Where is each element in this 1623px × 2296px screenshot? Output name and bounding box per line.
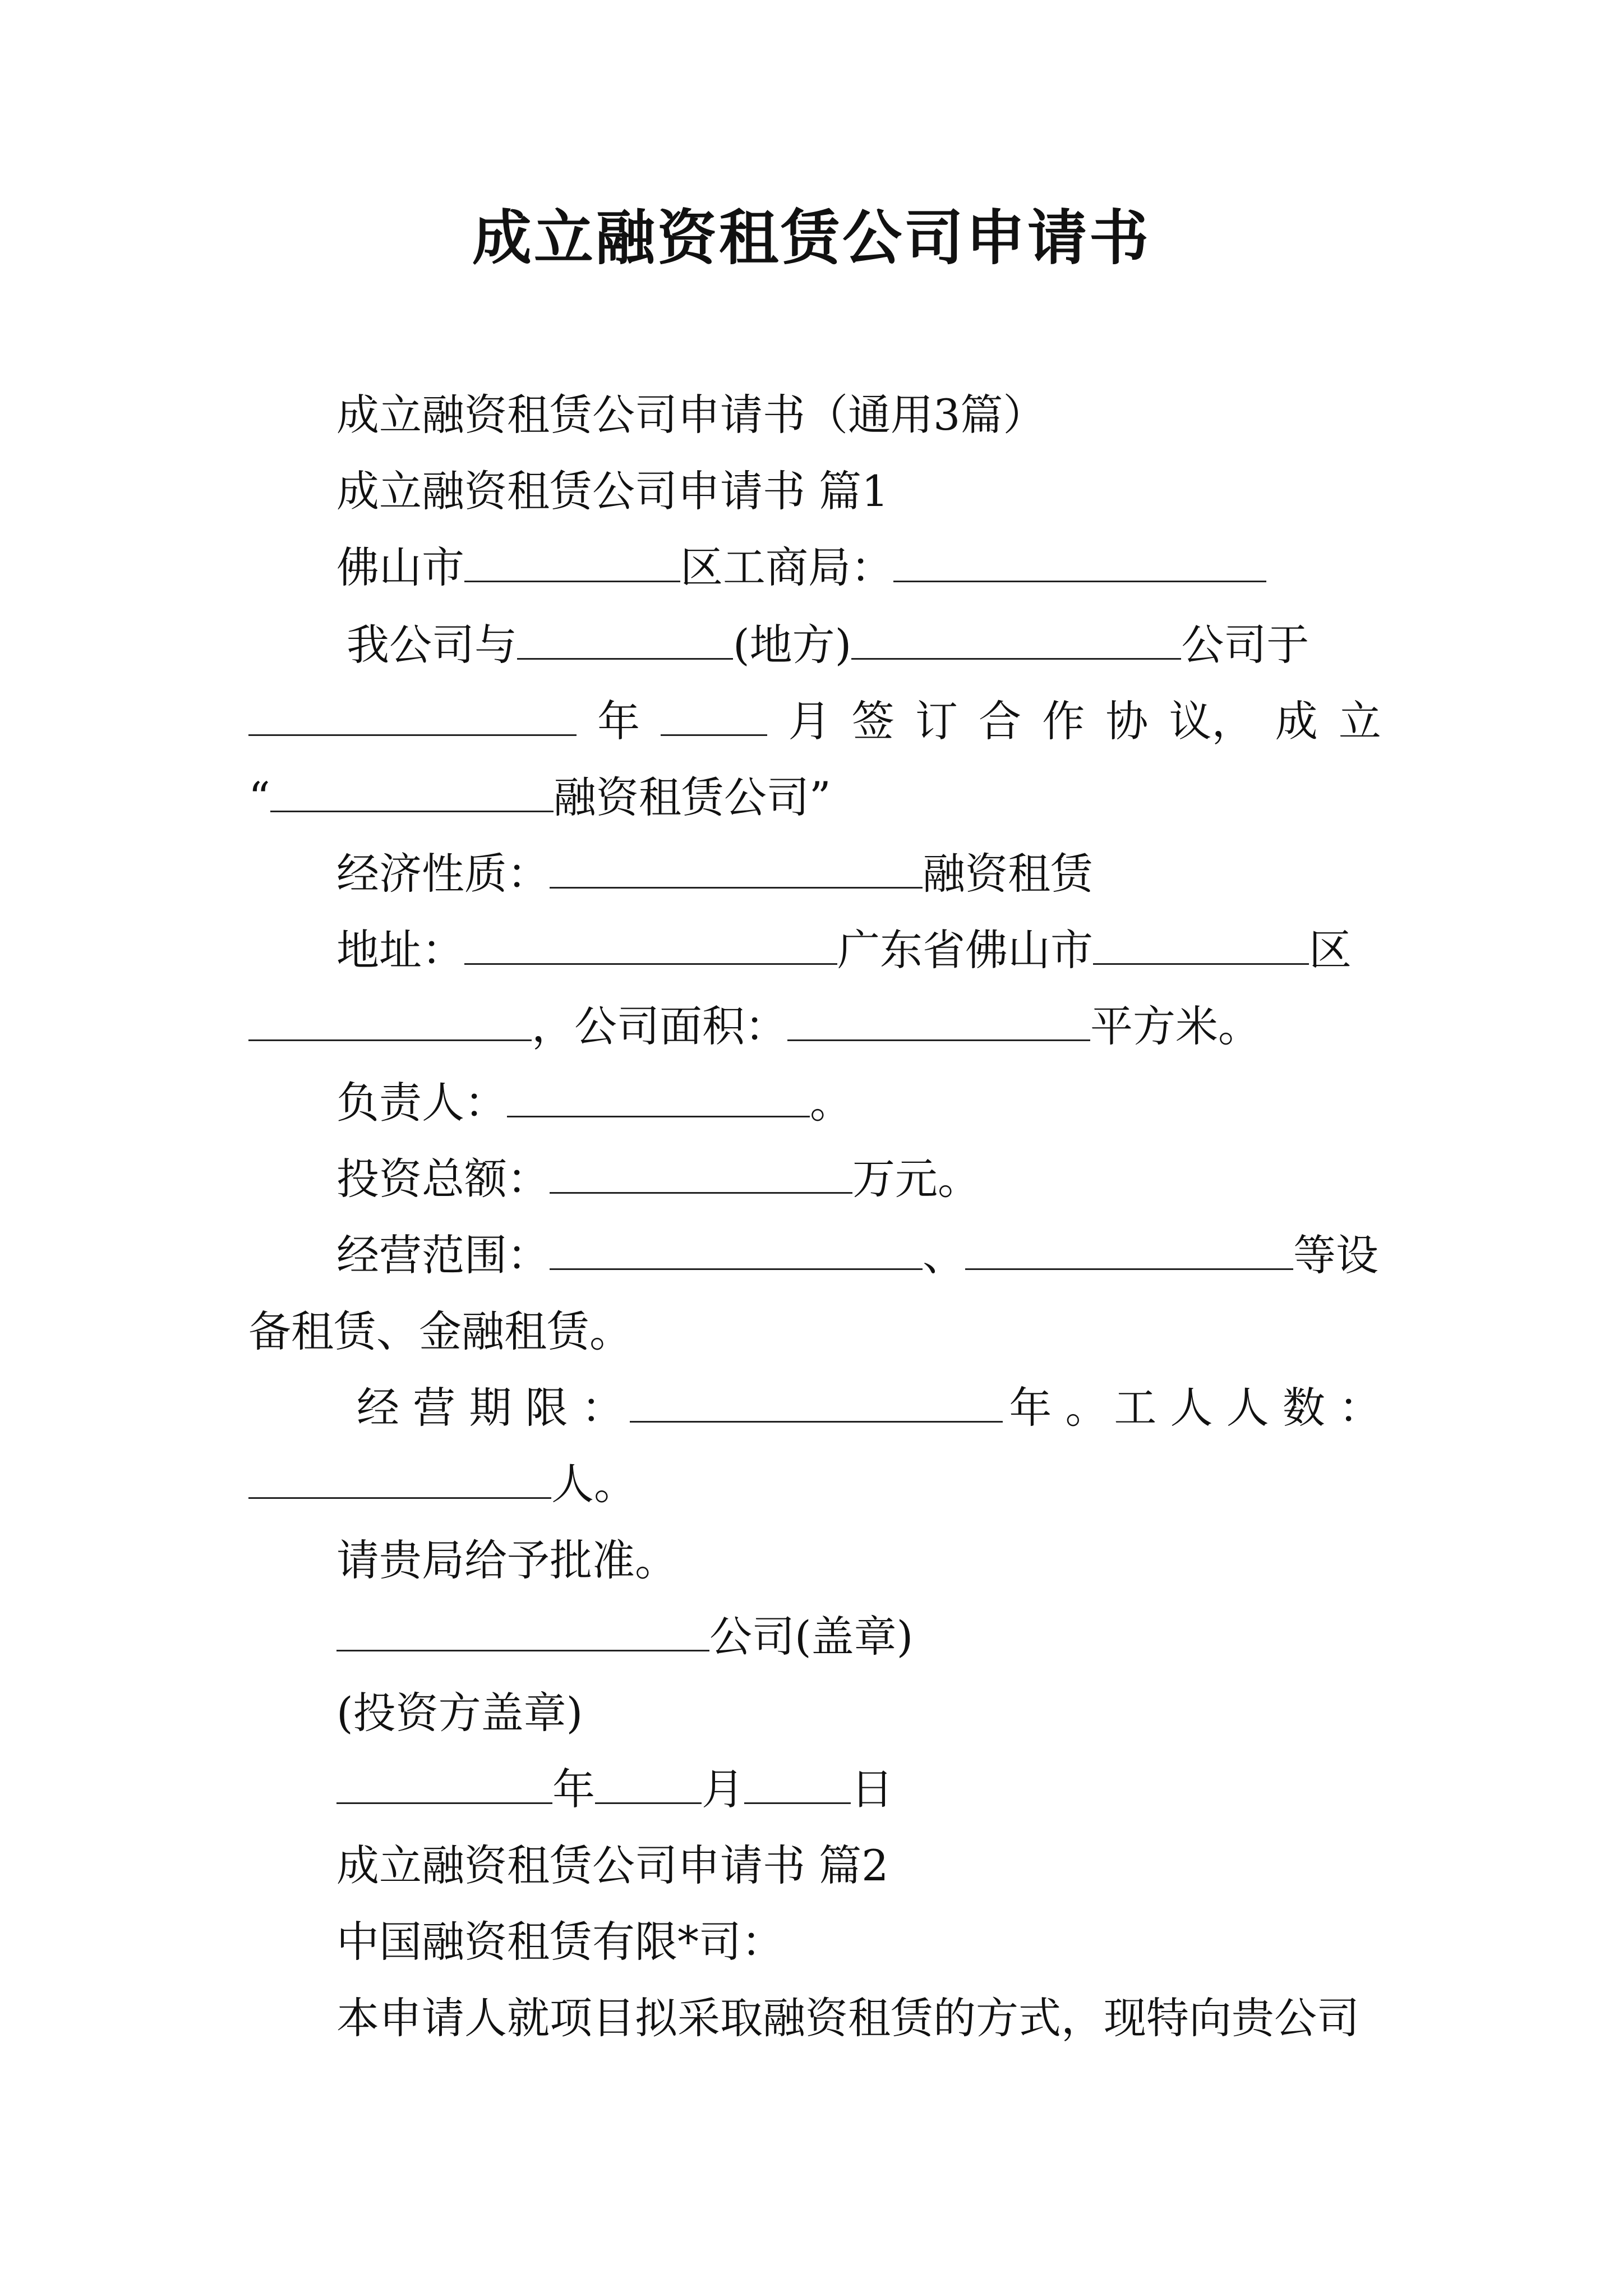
piece2-heading: 成立融资租赁公司申请书 篇2 <box>336 1841 889 1890</box>
economic-nature-blank[interactable] <box>550 848 923 889</box>
agreement-line-1 <box>347 617 1309 673</box>
economic-nature-value: 融资租赁 <box>923 849 1093 899</box>
economic-nature-line <box>336 846 1093 902</box>
agreement-line-2 <box>248 693 1381 749</box>
signed-char: 合 <box>979 696 1022 746</box>
year-label: 年 <box>597 696 640 746</box>
scope-blank-1[interactable] <box>550 1229 923 1270</box>
address-district-blank[interactable] <box>1093 924 1309 965</box>
date-day-blank[interactable] <box>744 1763 851 1804</box>
address-line-2 <box>248 999 1261 1055</box>
addressee-line <box>336 540 1266 596</box>
investor-seal-line: (投资方盖章) <box>336 1688 583 1738</box>
piece1-heading: 成立融资租赁公司申请书 篇1 <box>336 466 889 516</box>
street-blank[interactable] <box>248 1000 532 1041</box>
investment-blank[interactable] <box>550 1153 852 1194</box>
investment-label: 投资总额： <box>336 1154 550 1204</box>
business-scope-line-2: 备租赁、金融租赁。 <box>248 1306 632 1356</box>
company-suffix: 融资租赁公司” <box>553 772 831 822</box>
investment-unit: 万元。 <box>852 1154 980 1204</box>
signed-char: 成 <box>1275 696 1318 746</box>
signed-char: 议， <box>1169 696 1255 746</box>
area-label: ，公司面积： <box>532 1001 787 1051</box>
workers-blank[interactable] <box>248 1458 551 1499</box>
date-day: 日 <box>851 1764 893 1814</box>
term-label: 经 营 期 限 ： <box>357 1383 624 1433</box>
business-scope-line-1 <box>336 1227 1378 1283</box>
person-end: 。 <box>810 1078 852 1128</box>
city-label: 佛山市 <box>336 542 464 592</box>
signed-char: 签 <box>851 696 895 746</box>
workers-label: 工 人 人 数 ： <box>1114 1383 1381 1433</box>
date-month: 月 <box>702 1764 744 1814</box>
scope-suffix: 等设 <box>1293 1230 1378 1280</box>
month-label: 月 <box>788 696 831 746</box>
address-province: 广东省佛山市 <box>837 925 1093 975</box>
term-blank[interactable] <box>630 1382 1003 1423</box>
signed-char: 作 <box>1042 696 1085 746</box>
signed-char: 订 <box>915 696 958 746</box>
piece2-addressee: 中国融资租赁有限*司： <box>336 1917 784 1967</box>
agreement-line-3 <box>248 770 831 826</box>
workers-unit: 人。 <box>551 1459 637 1509</box>
piece2-body: 本申请人就项目拟采取融资租赁的方式，现特向贵公司 <box>336 1993 1359 2043</box>
company-seal-blank[interactable] <box>336 1611 709 1651</box>
company-blank[interactable] <box>851 619 1181 660</box>
date-month-blank[interactable] <box>595 1763 702 1804</box>
bureau-label: 区工商局： <box>680 542 893 592</box>
bureau-blank[interactable] <box>893 541 1266 582</box>
area-unit: 平方米。 <box>1090 1001 1261 1051</box>
company-text: 公司于 <box>1181 620 1310 670</box>
workers-line <box>248 1456 637 1512</box>
scope-blank-2[interactable] <box>965 1229 1293 1270</box>
document-title: 成立融资租赁公司申请书 <box>472 204 1151 273</box>
signed-char: 协 <box>1105 696 1149 746</box>
scope-sep: 、 <box>923 1230 965 1280</box>
person-label: 负责人： <box>336 1078 507 1128</box>
partner-blank[interactable] <box>517 619 733 660</box>
agreement-text: 我公司与 <box>347 620 517 670</box>
year-blank[interactable] <box>248 695 577 736</box>
date-year-blank[interactable] <box>336 1763 552 1804</box>
address-blank[interactable] <box>464 924 837 965</box>
investment-line <box>336 1151 980 1207</box>
person-blank[interactable] <box>507 1076 810 1117</box>
company-seal: 公司(盖章) <box>709 1612 914 1662</box>
request-line: 请贵局给予批准。 <box>336 1535 677 1585</box>
person-in-charge-line <box>336 1075 852 1131</box>
signed-char: 立 <box>1338 696 1381 746</box>
address-line-1 <box>336 922 1352 978</box>
location-label: (地方) <box>733 620 852 670</box>
month-blank[interactable] <box>661 695 767 736</box>
area-blank[interactable] <box>787 1000 1090 1041</box>
economic-nature-label: 经济性质： <box>336 849 550 899</box>
term-line <box>357 1380 1381 1436</box>
term-year: 年 。 <box>1009 1383 1108 1433</box>
scope-label: 经营范围： <box>336 1230 550 1280</box>
company-seal-line <box>336 1609 913 1665</box>
quote-open: “ <box>248 772 270 822</box>
company-name-blank[interactable] <box>270 771 554 812</box>
address-district: 区 <box>1309 925 1352 975</box>
date-line <box>336 1761 893 1818</box>
date-year: 年 <box>552 1764 595 1814</box>
subtitle: 成立融资租赁公司申请书（通用3篇） <box>336 390 1046 440</box>
address-label: 地址： <box>336 925 464 975</box>
district-blank[interactable] <box>464 541 680 582</box>
